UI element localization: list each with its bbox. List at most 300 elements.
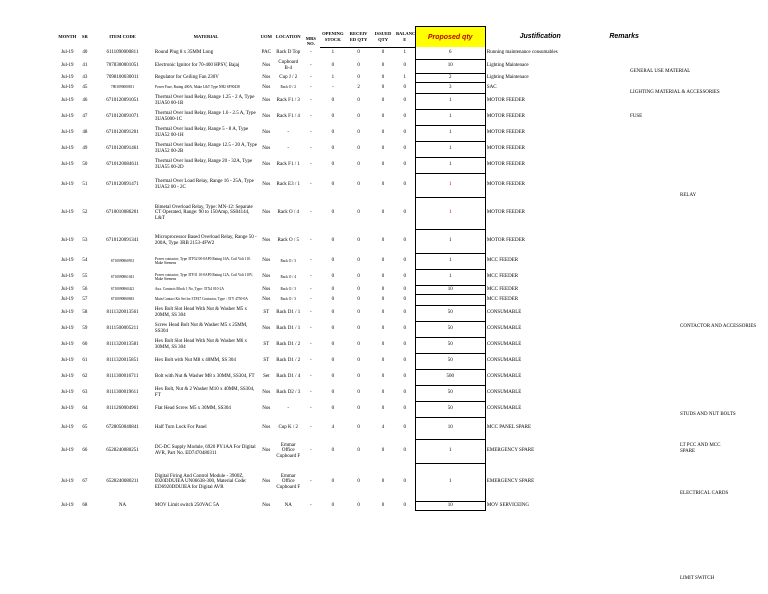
row-remarks [595,47,654,59]
row-issued-qty: 0 [381,342,385,348]
row-proposed-qty: 10 [415,285,485,294]
col-uom: UOM [260,33,272,39]
row-received-qty: 0 [357,130,360,136]
row-justification: MOTOR FEEDER [486,162,525,168]
row-issued-qty: 4 [381,425,385,431]
row-opening-stock: 0 [331,448,335,454]
row-mrs-no: - [310,326,312,332]
col-month: MONTH [58,33,77,39]
row-material: Thermal Over Load Relay, Range 16 - 25A, Type 3UA52 00 - 2C [154,179,254,190]
row-opening-stock: 0 [331,502,335,508]
row-issued-qty: 0 [381,358,385,364]
col-item-code: ITEM CODE [109,33,136,39]
row-proposed-qty: 1 [415,253,485,269]
row-item-code: 7801090000811 [110,85,135,90]
row-remarks [595,369,654,385]
col-remarks: Remarks [609,32,639,40]
col-proposed-qty: Proposed qty [415,27,485,48]
row-material: Bimetal Overload Relay, Type: MN-12: Separate CT Operated, Range: 90 to 150Amp, SS04144, L&T [154,204,253,221]
row-mrs-no: - [310,84,312,90]
row-item-code: 6710120091471 [106,182,139,188]
row-opening-stock: 0 [331,310,335,316]
row-issued-qty: 0 [381,130,385,136]
inventory-table [56,26,768,511]
row-material: Round Plug 8 x 35MM Long [154,50,214,56]
row-sr: 53 [82,238,88,244]
row-month: Jul-19 [61,274,74,280]
row-uom: Nos [262,114,271,120]
row-received-qty: 0 [357,390,360,396]
row-issued-qty: 0 [381,238,385,244]
row-justification: Lighting Maintenace [486,74,529,80]
row-material: Half Turn Lock For Panel [154,425,207,431]
row-item-code: 8111320013561 [106,310,139,316]
remark-electrical-cards: ELECTRICAL CARDS [680,491,729,496]
row-uom: Nos [262,390,271,396]
row-justification: MOTOR FEEDER [486,238,525,244]
row-justification: CONSUMABLE [486,326,522,332]
row-remarks [595,229,654,253]
row-location: Rack F1 / 3 [276,98,300,104]
row-item-code: 6710090860421 [110,287,135,292]
row-received-qty: 0 [357,286,360,292]
table-row [56,353,768,369]
table-row [56,141,768,157]
row-issued-qty: 0 [381,310,385,316]
row-received-qty: 0 [357,74,360,80]
row-received-qty: 0 [357,358,360,364]
row-received-qty: 2 [357,84,360,90]
row-mrs-no: - [310,162,312,168]
row-received-qty: 0 [357,479,360,485]
row-uom: Nos [262,258,271,264]
row-location: Rack O / 3 [280,258,296,263]
row-justification: EMERGENCY SPARE [486,479,535,485]
row-month: Jul-19 [61,479,74,485]
row-mrs-no: - [310,258,312,264]
row-opening-stock: 0 [331,114,335,120]
row-sr: 47 [82,114,88,120]
row-opening-stock: 0 [331,274,335,280]
row-opening-stock: 0 [331,296,335,302]
row-location: Cup K / 2 [278,425,299,431]
row-balance: 0 [403,310,406,316]
row-material: Aux. Contacts Block 1 No, Type: 3TX4 010-2A [154,287,224,292]
table-row [56,197,768,229]
row-material: Power Fuse, Rating 400A, Make L&T Type NH2 SF90438 [154,85,240,90]
row-proposed-qty: 50 [415,305,485,321]
row-received-qty: 0 [357,258,360,264]
row-balance: 0 [403,326,406,332]
row-item-code: 8111320015851 [106,358,139,364]
row-spacer [654,501,768,510]
row-received-qty: 0 [357,310,360,316]
row-opening-stock: 0 [331,374,335,380]
row-justification: MOTOR FEEDER [486,210,525,216]
row-mrs-no: - [310,310,312,316]
row-material: Hex Bolt Slot Head With Nut & Washer M5 x 20MM, SS 304 [154,307,248,318]
row-sr: 41 [82,63,88,69]
row-item-code: 6710090861041 [110,274,135,279]
row-uom: Nos [262,84,271,90]
row-justification: CONSUMABLE [486,342,522,348]
row-sr: 68 [82,502,88,508]
row-proposed-qty: 1 [415,439,485,463]
row-opening-stock: 0 [331,286,335,292]
row-month: Jul-19 [61,326,74,332]
row-received-qty: 0 [357,146,360,152]
row-remarks [595,321,654,337]
row-justification: CONSUMABLE [486,406,522,412]
row-justification: MCC FEEDER [486,274,519,280]
row-location: Rack D1 / 1 [276,310,301,316]
row-item-code: 6710090860931 [110,258,135,263]
row-remarks [595,141,654,157]
row-balance: 0 [403,342,406,348]
row-material: Thermal Over load Relay, Range 1.6 - 2.5 A, Type 3UA5000-1C [154,111,256,122]
row-issued-qty: 0 [381,74,385,80]
row-proposed-qty: 1 [415,93,485,109]
row-uom: ST [263,358,270,364]
row-justification: Lighting Maintenace [486,63,529,69]
table-row [56,229,768,253]
row-month: Jul-19 [61,406,74,412]
row-received-qty: 0 [357,406,360,412]
table-row [56,285,768,294]
row-material: Thermal Over load Relay, Range 5 - 8 A, Type 3UA52 00-1H [154,127,249,138]
row-mrs-no: - [310,358,312,364]
row-sr: 59 [82,326,88,332]
row-month: Jul-19 [61,130,74,136]
row-uom: Nos [262,162,271,168]
row-material: Bolt with Nut & Washer M8 x 30MM, SS304, FT [154,374,255,380]
row-opening-stock: 0 [331,98,335,104]
row-received-qty: 0 [357,502,360,508]
row-justification: MCC PANEL SPARE [486,425,532,431]
row-proposed-qty: 10 [415,59,485,73]
row-issued-qty: 0 [381,374,385,380]
row-month: Jul-19 [61,84,74,90]
row-remarks [595,253,654,269]
col-justification: Justification [519,32,561,40]
row-mrs-no: - [310,146,312,152]
row-material: Microprocessor Based Overload Relay, Range 50 - 200A, Type 3RB 2153-4FW2 [154,235,257,246]
row-mrs-no: - [310,374,312,380]
row-location: Rack F1 / 4 [276,114,300,120]
row-spacer [654,109,768,125]
row-month: Jul-19 [61,74,74,80]
row-received-qty: 0 [357,326,360,332]
row-item-code: 8111260004961 [106,406,139,412]
row-material: Flat Head Screw M5 x 30MM, SS304 [154,406,231,412]
row-remarks [595,109,654,125]
row-remarks [595,439,654,463]
row-spacer [654,353,768,369]
col-opening-stock: OPENING STOCK [320,27,346,48]
row-sr: 52 [82,210,88,216]
row-spacer [654,269,768,285]
row-material: Power contactor, Type 3TF31 10-0AP0 Rating 12A, Coil Volt 110V, Make Siemens [154,272,253,281]
row-uom: Nos [262,210,271,216]
row-material: Hex Bolt with Nut M8 x 40MM, SS 304 [154,358,236,364]
row-issued-qty: 0 [381,146,385,152]
row-sr: 46 [82,98,88,104]
row-location: Rack D1 / 4 [276,374,301,380]
row-item-code: 6528240080211 [106,479,139,485]
row-spacer [654,173,768,197]
row-sr: 67 [82,479,88,485]
row-opening-stock: 0 [331,210,335,216]
row-justification: MCC FEEDER [486,296,519,302]
row-balance: 0 [403,162,406,168]
row-opening-stock: 0 [331,146,335,152]
row-issued-qty: 0 [381,210,385,216]
table-row [56,337,768,353]
row-month: Jul-19 [61,63,74,69]
col-received-qty: RECEIV ED QTY [346,27,371,48]
remark-limit-switch: LIMIT SWITCH [680,576,715,581]
row-uom: PAC [261,50,271,56]
row-balance: 0 [403,502,406,508]
row-item-code: 7078300001051 [106,63,139,69]
row-uom: Nos [262,274,271,280]
row-item-code: 6710120091071 [106,114,139,120]
row-uom: Nos [262,448,271,454]
row-received-qty: 0 [357,98,360,104]
row-item-code: 6111090000811 [106,50,139,56]
row-spacer [654,305,768,321]
row-spacer [654,417,768,439]
row-sr: 63 [82,390,88,396]
row-issued-qty: 0 [381,326,385,332]
row-issued-qty: 0 [381,98,385,104]
row-sr: 58 [82,310,88,316]
row-location: Rack O / 3 [280,297,296,302]
row-proposed-qty: 50 [415,385,485,401]
row-mrs-no: - [310,286,312,292]
row-issued-qty: 0 [381,406,385,412]
row-item-code: 7098100030011 [106,74,139,80]
row-opening-stock: 0 [331,130,335,136]
row-location: Rack D Top [276,50,301,56]
row-location: Rack O / 4 [280,274,296,279]
row-material: Hex Bolt, Nut & 2 Washer M10 x 40MM, SS304, FT [154,387,255,398]
table-row [56,125,768,141]
remark-fuse: FUSE [630,114,643,119]
row-location: Rack O / 4 [277,210,300,216]
row-received-qty: 0 [357,162,360,168]
row-mrs-no: - [310,479,312,485]
row-received-qty: 0 [357,296,360,302]
row-spacer [654,125,768,141]
row-uom: Nos [262,74,271,80]
row-location: Rack O / 2 [280,85,296,90]
row-sr: 43 [82,74,88,80]
row-proposed-qty: 50 [415,337,485,353]
row-remarks [595,294,654,305]
row-month: Jul-19 [61,374,74,380]
row-opening-stock: 1 [331,50,335,56]
row-issued-qty: 0 [381,84,385,90]
col-issued-qty: ISSUED QTY [371,27,395,48]
row-remarks [595,157,654,173]
row-mrs-no: - [310,274,312,280]
row-month: Jul-19 [61,342,74,348]
row-mrs-no: - [310,50,312,56]
row-month: Jul-19 [61,162,74,168]
row-received-qty: 0 [357,182,360,188]
row-month: Jul-19 [61,114,74,120]
row-item-code: 6528240080251 [106,448,139,454]
row-remarks [595,353,654,369]
row-balance: 0 [403,210,406,216]
row-justification: CONSUMABLE [486,310,522,316]
row-sr: 66 [82,448,88,454]
row-spacer [654,197,768,229]
row-month: Jul-19 [61,448,74,454]
row-received-qty: 0 [357,425,360,431]
row-spacer [654,337,768,353]
row-balance: 0 [403,296,406,302]
row-opening-stock: 0 [331,390,335,396]
row-issued-qty: 0 [381,258,385,264]
row-remarks [595,197,654,229]
row-month: Jul-19 [61,182,74,188]
row-sr: 61 [82,358,88,364]
row-uom: ST [263,310,270,316]
row-material: Hex Bolt Slot Head With Nut & Washer M6 x 30MM, SS 304 [154,339,248,350]
row-uom: Nos [262,238,271,244]
row-justification: Running maintenance consumables [486,50,558,56]
row-remarks [595,401,654,417]
row-opening-stock: 1 [331,74,335,80]
row-month: Jul-19 [61,258,74,264]
row-mrs-no: - [310,448,312,454]
row-balance: 0 [403,182,406,188]
row-sr: 40 [82,50,88,56]
row-sr: 56 [82,286,88,292]
row-uom: Nos [262,425,271,431]
row-proposed-qty: 1 [415,173,485,197]
remark-lt-pcc: LT PCC AND MCC SPARE [680,443,721,454]
table-row [56,501,768,510]
row-balance: 0 [403,98,406,104]
row-uom: Set [263,374,270,380]
row-proposed-qty: 1 [415,229,485,253]
row-proposed-qty: 3 [415,82,485,93]
row-issued-qty: 0 [381,182,385,188]
row-remarks [595,501,654,510]
row-location: Cup J / 2 [279,74,298,80]
row-mrs-no: - [310,63,312,69]
col-sr: SR [81,33,88,39]
row-opening-stock: 0 [331,406,335,412]
row-location: Rack E3 / 1 [276,182,300,188]
row-opening-stock: 4 [331,425,335,431]
row-proposed-qty: 10 [415,417,485,439]
row-sr: 62 [82,374,88,380]
row-month: Jul-19 [61,146,74,152]
row-opening-stock: 0 [331,162,335,168]
row-location: NA [284,502,292,508]
row-balance: 0 [403,274,406,280]
row-proposed-qty: 500 [415,369,485,385]
row-justification: MCC FEEDER [486,286,519,292]
row-month: Jul-19 [61,286,74,292]
header-row [56,27,768,48]
row-uom: Nos [262,502,271,508]
row-uom: Nos [262,479,271,485]
row-location: Cupboard B-4 [278,60,299,71]
row-month: Jul-19 [61,358,74,364]
row-received-qty: 0 [357,374,360,380]
row-mrs-no: - [310,98,312,104]
row-opening-stock: 0 [331,238,335,244]
row-justification: CONSUMABLE [486,390,522,396]
row-received-qty: 0 [357,50,360,56]
row-location: Rack O / 5 [277,238,300,244]
row-spacer [654,385,768,401]
row-proposed-qty: 1 [415,109,485,125]
row-item-code: 6710120091341 [106,238,139,244]
row-balance: 0 [403,374,406,380]
table-row [56,439,768,463]
row-balance: 0 [403,238,406,244]
table-row [56,47,768,59]
row-opening-stock: - [332,84,334,90]
row-issued-qty: 0 [381,114,385,120]
table-row [56,253,768,269]
row-sr: 54 [82,258,88,264]
row-remarks [595,305,654,321]
row-justification: MCC FEEDER [486,258,519,264]
row-opening-stock: 0 [331,326,335,332]
row-proposed-qty: 10 [415,501,485,510]
row-balance: 0 [403,63,406,69]
row-item-code: 8111300019611 [106,390,139,396]
row-remarks [595,125,654,141]
row-location: Rack D2 / 3 [276,390,301,396]
row-spacer [654,157,768,173]
row-location: - [287,146,290,152]
row-opening-stock: 0 [331,258,335,264]
row-issued-qty: 0 [381,448,385,454]
row-material: Digital Firing And Control Module - 3900Z, 6920DDUIEA UN06638-300, Material Code: ED6920DDUIEA for Digital AVR [154,473,247,490]
row-remarks [595,285,654,294]
row-spacer [654,141,768,157]
row-mrs-no: - [310,238,312,244]
row-location: Rack O / 3 [280,287,296,292]
col-location: LOCATION [275,33,301,39]
row-material: Power contactor, Type 3TF52 00-0AP0 Rating 16A, Coil Volt 110. Make Siemens [154,256,251,265]
remark-lighting: LIGHTING MATERIAL & ACCESSORIES [630,90,720,95]
row-proposed-qty: 1 [415,197,485,229]
row-proposed-qty: 1 [415,157,485,173]
row-balance: 0 [403,406,406,412]
table-row [56,463,768,501]
row-location: Rack F1 / 1 [276,162,300,168]
row-issued-qty: 0 [381,479,385,485]
row-sr: 55 [82,274,88,280]
row-item-code: 6710120091051 [106,98,139,104]
row-spacer [654,47,768,59]
row-balance: 0 [403,130,406,136]
row-justification: EMERGENCY SPARE [486,448,535,454]
row-location: Emmar Office Cupboard F [276,473,301,490]
table-row [56,173,768,197]
row-uom: Nos [262,182,271,188]
row-item-code: 6710120091461 [106,146,139,152]
